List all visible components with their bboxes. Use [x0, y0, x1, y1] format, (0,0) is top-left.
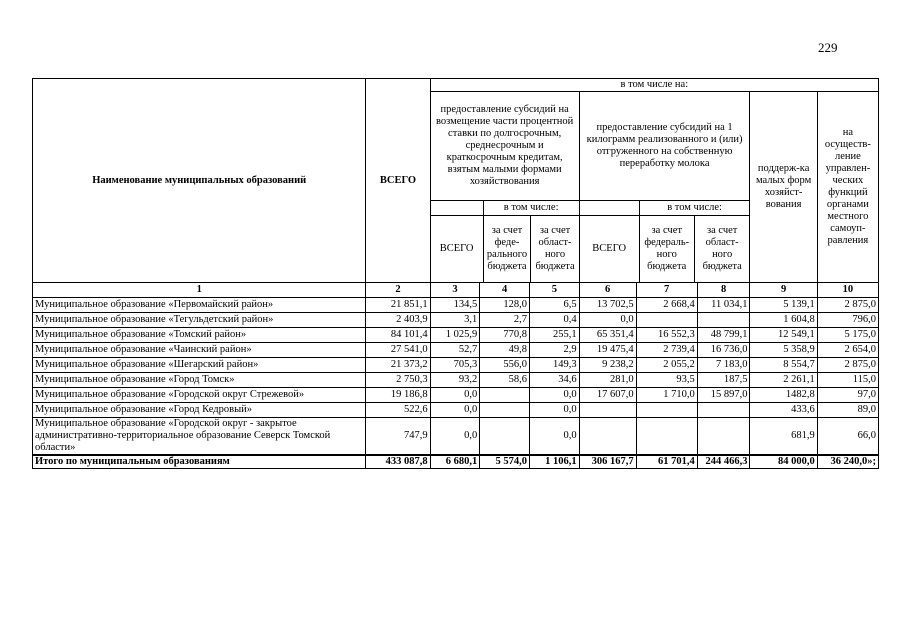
municipality-name: Муниципальное образование «Город Томск» — [33, 373, 366, 388]
value-cell: 2 750,3 — [366, 373, 430, 388]
value-cell — [480, 418, 530, 456]
value-cell: 747,9 — [366, 418, 430, 456]
value-cell: 0,0 — [430, 403, 480, 418]
value-cell: 65 351,4 — [579, 328, 636, 343]
value-cell: 2 055,2 — [636, 358, 697, 373]
value-cell: 15 897,0 — [697, 388, 750, 403]
header-sub-total-2: ВСЕГО — [592, 243, 627, 255]
value-cell: 2 261,1 — [750, 373, 817, 388]
value-cell: 27 541,0 — [366, 343, 430, 358]
total-cell: 36 240,0»; — [817, 455, 878, 469]
total-cell: 1 106,1 — [529, 455, 579, 469]
municipality-name: Муниципальное образование «Городской округ - закрытое административно-территориальное образование Северск Томской области» — [33, 418, 366, 456]
header-sub-including-2: в том числе: — [639, 201, 749, 216]
value-cell — [480, 403, 530, 418]
value-cell: 0,0 — [579, 313, 636, 328]
value-cell: 2 654,0 — [817, 343, 878, 358]
value-cell: 705,3 — [430, 358, 480, 373]
value-cell: 2,7 — [480, 313, 530, 328]
value-cell: 681,9 — [750, 418, 817, 456]
value-cell: 7 183,0 — [697, 358, 750, 373]
municipality-name: Муниципальное образование «Городской округ Стрежевой» — [33, 388, 366, 403]
table-row — [33, 373, 879, 388]
value-cell: 19 186,8 — [366, 388, 430, 403]
value-cell: 2,9 — [529, 343, 579, 358]
value-cell: 522,6 — [366, 403, 430, 418]
value-cell: 128,0 — [480, 298, 530, 313]
value-cell — [636, 313, 697, 328]
table-row — [33, 388, 879, 403]
value-cell: 66,0 — [817, 418, 878, 456]
header-sub-regional-1: за счет област-ного бюджета — [531, 216, 579, 283]
value-cell: 11 034,1 — [697, 298, 750, 313]
total-label: Итого по муниципальным образованиям — [33, 455, 366, 469]
header-sub-federal-1: за счет феде-рального бюджета — [483, 216, 531, 283]
value-cell: 16 736,0 — [697, 343, 750, 358]
value-cell: 52,7 — [430, 343, 480, 358]
table-row — [33, 403, 879, 418]
header-sub-regional-2: за счет област-ного бюджета — [694, 216, 749, 283]
value-cell: 6,5 — [529, 298, 579, 313]
value-cell — [579, 418, 636, 456]
municipality-name: Муниципальное образование «Чаинский район» — [33, 343, 366, 358]
total-cell: 306 167,7 — [579, 455, 636, 469]
value-cell: 0,4 — [529, 313, 579, 328]
value-cell: 1 710,0 — [636, 388, 697, 403]
value-cell: 17 607,0 — [579, 388, 636, 403]
total-cell: 433 087,8 — [366, 455, 430, 469]
value-cell: 16 552,3 — [636, 328, 697, 343]
header-interest-group: предоставление субсидий на возмещение части процентной ставки по долгосрочным, среднесрочным и краткосрочным кредитам, взятым малыми формами хозяйствования — [430, 92, 579, 201]
column-number: 9 — [750, 283, 817, 298]
value-cell: 84 101,4 — [366, 328, 430, 343]
value-cell: 149,3 — [529, 358, 579, 373]
value-cell: 1 604,8 — [750, 313, 817, 328]
table-body — [33, 298, 879, 456]
value-cell: 556,0 — [480, 358, 530, 373]
value-cell: 49,8 — [480, 343, 530, 358]
column-number: 1 — [33, 283, 366, 298]
value-cell: 433,6 — [750, 403, 817, 418]
page-number: 229 — [818, 40, 838, 55]
value-cell: 796,0 — [817, 313, 878, 328]
header-small-farms: поддерж-ка малых форм хозяйст-вования — [750, 92, 817, 283]
value-cell: 13 702,5 — [579, 298, 636, 313]
column-number-row — [33, 283, 879, 298]
column-number: 4 — [480, 283, 530, 298]
header-name: Наименование муниципальных образований — [33, 79, 366, 283]
municipality-name: Муниципальное образование «Тегульдетский район» — [33, 313, 366, 328]
total-cell: 6 680,1 — [430, 455, 480, 469]
value-cell: 2 668,4 — [636, 298, 697, 313]
value-cell — [697, 418, 750, 456]
value-cell: 19 475,4 — [579, 343, 636, 358]
header-total: ВСЕГО — [366, 79, 430, 283]
total-cell: 5 574,0 — [480, 455, 530, 469]
value-cell — [697, 403, 750, 418]
value-cell: 770,8 — [480, 328, 530, 343]
value-cell: 97,0 — [817, 388, 878, 403]
header-including: в том числе на: — [430, 79, 878, 92]
value-cell: 1 025,9 — [430, 328, 480, 343]
value-cell: 21 373,2 — [366, 358, 430, 373]
value-cell: 134,5 — [430, 298, 480, 313]
value-cell: 2 875,0 — [817, 358, 878, 373]
table-row — [33, 343, 879, 358]
column-number: 7 — [636, 283, 697, 298]
column-number: 2 — [366, 283, 430, 298]
value-cell — [636, 418, 697, 456]
municipality-name: Муниципальное образование «Шегарский район» — [33, 358, 366, 373]
column-number: 3 — [430, 283, 480, 298]
value-cell — [697, 313, 750, 328]
value-cell: 48 799,1 — [697, 328, 750, 343]
value-cell: 93,2 — [430, 373, 480, 388]
value-cell: 3,1 — [430, 313, 480, 328]
header-sub-total-1: ВСЕГО — [439, 243, 474, 255]
value-cell: 187,5 — [697, 373, 750, 388]
value-cell: 93,5 — [636, 373, 697, 388]
value-cell — [579, 403, 636, 418]
value-cell — [480, 388, 530, 403]
column-number: 5 — [529, 283, 579, 298]
value-cell: 2 403,9 — [366, 313, 430, 328]
table-row — [33, 358, 879, 373]
header-milk-group: предоставление субсидий на 1 килограмм реализованного и (или) отгруженного на собственную переработку молока — [579, 92, 750, 201]
value-cell: 2 875,0 — [817, 298, 878, 313]
table-row — [33, 418, 879, 456]
header-sub-federal-2: за счет федераль-ного бюджета — [639, 216, 694, 283]
total-cell: 84 000,0 — [750, 455, 817, 469]
total-cell: 61 701,4 — [636, 455, 697, 469]
municipality-name: Муниципальное образование «Первомайский район» — [33, 298, 366, 313]
value-cell: 5 358,9 — [750, 343, 817, 358]
value-cell: 21 851,1 — [366, 298, 430, 313]
value-cell: 12 549,1 — [750, 328, 817, 343]
value-cell: 0,0 — [529, 403, 579, 418]
header-admin: на осуществ-ление управлен-ческих функций органами местного самоуп-равления — [817, 92, 878, 283]
value-cell: 58,6 — [480, 373, 530, 388]
header-sub-including-1: в том числе: — [483, 201, 579, 216]
value-cell: 89,0 — [817, 403, 878, 418]
value-cell: 5 139,1 — [750, 298, 817, 313]
value-cell: 8 554,7 — [750, 358, 817, 373]
value-cell: 0,0 — [430, 418, 480, 456]
value-cell: 0,0 — [529, 418, 579, 456]
value-cell: 281,0 — [579, 373, 636, 388]
municipality-name: Муниципальное образование «Томский район» — [33, 328, 366, 343]
value-cell: 255,1 — [529, 328, 579, 343]
subsidy-table — [32, 78, 879, 469]
table-row — [33, 328, 879, 343]
column-number: 8 — [697, 283, 750, 298]
table-row — [33, 313, 879, 328]
municipality-name: Муниципальное образование «Город Кедровый» — [33, 403, 366, 418]
column-number: 10 — [817, 283, 878, 298]
value-cell: 115,0 — [817, 373, 878, 388]
table-row — [33, 298, 879, 313]
value-cell: 0,0 — [529, 388, 579, 403]
total-cell: 244 466,3 — [697, 455, 750, 469]
value-cell — [636, 403, 697, 418]
value-cell: 9 238,2 — [579, 358, 636, 373]
value-cell: 5 175,0 — [817, 328, 878, 343]
column-number: 6 — [579, 283, 636, 298]
value-cell: 2 739,4 — [636, 343, 697, 358]
value-cell: 34,6 — [529, 373, 579, 388]
value-cell: 1482,8 — [750, 388, 817, 403]
total-row — [33, 455, 879, 469]
value-cell: 0,0 — [430, 388, 480, 403]
